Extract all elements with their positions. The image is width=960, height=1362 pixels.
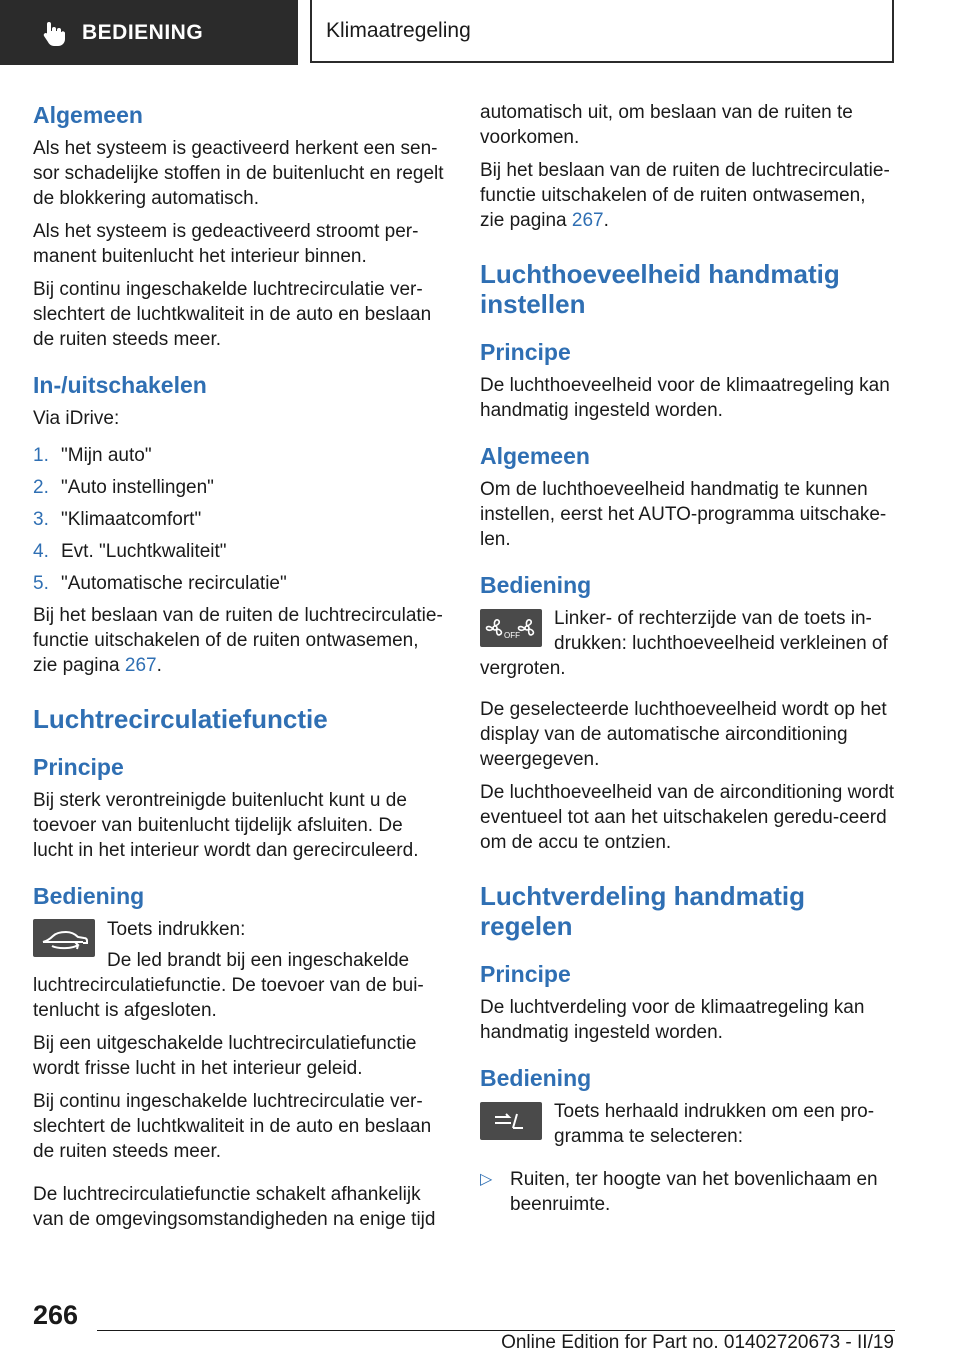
section-tab [0,0,298,65]
air-distribution-instruction [480,1099,895,1167]
paragraph: De geselecteerde luchthoeveelheid wordt op het display van de automatische airconditioning weergegeven. [480,699,887,770]
chapter-title [310,0,894,63]
page-link-267[interactable]: 267 [124,655,157,676]
fan-instruction [480,606,895,697]
heading-bediening: Bediening [33,883,145,909]
heading-principe: Principe [480,339,571,365]
heading-bediening: Bediening [480,1065,592,1091]
heading-bediening: Bediening [480,572,592,598]
heading-principe: Principe [480,961,571,987]
paragraph: Als het systeem is geactiveerd herkent een sen-sor schadelijke stoffen in de buitenlucht en regelt de blokkering automatisch. [33,138,444,209]
footer-divider [97,1330,895,1331]
paragraph: Toets indrukken: [107,919,246,940]
paragraph: De luchthoeveelheid voor de klimaatregeling kan handmatig ingesteld worden. [480,375,890,421]
paragraph: Linker- of rechterzijde van de toets in-drukken: luchthoeveelheid verkleinen of vergroten. [480,608,888,679]
recirculation-icon [38,924,90,952]
page-link-267[interactable]: 267 [571,210,604,231]
left-column [33,100,448,1240]
list-item: 1. "Mijn auto" [33,445,152,466]
heading-luchthoeveelheid: Luchthoeveelheid handmatig instellen [480,259,840,319]
list-item: ▷ Ruiten, ter hoogte van het bovenlichaam en beenruimte. [480,1169,878,1215]
section-label: BEDIENING [82,20,204,44]
paragraph: Bij het beslaan van de ruiten de luchtrecirculatie-functie uitschakelen of de ruiten ontwasemen, zie pagina 267. [33,605,443,676]
list-item: 4. Evt. "Luchtkwaliteit" [33,541,227,562]
bullet-list [480,1167,895,1217]
heading-luchtrecirculatiefunctie: Luchtrecirculatiefunctie [33,704,328,734]
paragraph: Bij continu ingeschakelde luchtrecirculatie ver-slechtert de luchtkwaliteit in de auto en beslaan de ruiten steeds meer. [33,279,432,350]
list-item: 3. "Klimaatcomfort" [33,509,202,530]
heading-algemeen: Algemeen [33,102,143,128]
paragraph: Toets herhaald indrukken om een pro-gramma te selecteren: [554,1101,875,1147]
list-item: 5. "Automatische recirculatie" [33,573,287,594]
fan-icon [483,614,539,642]
triangle-bullet-icon: ▷ [480,1171,493,1188]
paragraph: Via iDrive: [33,408,120,429]
paragraph: De luchthoeveelheid van de airconditioning wordt eventueel tot aan het uitschakelen geredu-ceerd om de accu te ontzien. [480,782,895,853]
paragraph: automatisch uit, om beslaan van de ruiten te voorkomen. [480,102,853,148]
paragraph: Als het systeem is gedeactiveerd stroomt per-manent buitenlucht het interieur binnen. [33,221,419,267]
chapter-title-text: Klimaatregeling [326,18,471,42]
air-distribution-icon [491,1108,531,1134]
edition-text: Online Edition for Part no. 01402720673 - II/19 [501,1332,894,1353]
heading-algemeen: Algemeen [480,443,590,469]
paragraph: Bij het beslaan van de ruiten de luchtrecirculatie-functie uitschakelen of de ruiten ontwasemen, zie pagina 267. [480,160,890,231]
paragraph: Om de luchthoeveelheid handmatig te kunnen instellen, eerst het AUTO-programma uitschake-len. [480,479,887,550]
list-item: 2. "Auto instellingen" [33,477,214,498]
step-list [33,443,448,596]
air-distribution-button-image [480,1102,542,1140]
fan-button-image [480,609,542,647]
fan-off-label: OFF [504,631,520,640]
recirculation-button-image [33,919,95,957]
heading-principe: Principe [33,754,124,780]
recirculation-instruction [33,917,448,1031]
hand-pointer-icon [38,18,68,48]
paragraph: Bij continu ingeschakelde luchtrecirculatie ver-slechtert de luchtkwaliteit in de auto en beslaan de ruiten steeds meer. [33,1091,432,1162]
paragraph: De led brandt bij een ingeschakelde luchtrecirculatiefunctie. De toevoer van de bui-tenlucht is afgesloten. [33,950,424,1021]
paragraph: De luchtverdeling voor de klimaatregeling kan handmatig ingesteld worden. [480,997,865,1043]
page-number: 266 [33,1300,79,1330]
paragraph: Bij sterk verontreinigde buitenlucht kunt u de toevoer van buitenlucht tijdelijk afsluiten. De lucht in het interieur wordt dan gerecirculeerd. [33,790,419,861]
paragraph: Bij een uitgeschakelde luchtrecirculatiefunctie wordt frisse lucht in het interieur geleid. [33,1033,417,1079]
heading-in-uitschakelen: In-/uitschakelen [33,372,207,398]
paragraph: De luchtrecirculatiefunctie schakelt afhankelijk van de omgevingsomstandigheden na enige tijd [33,1184,436,1230]
heading-luchtverdeling: Luchtverdeling handmatig regelen [480,881,806,941]
right-column [480,100,895,1217]
